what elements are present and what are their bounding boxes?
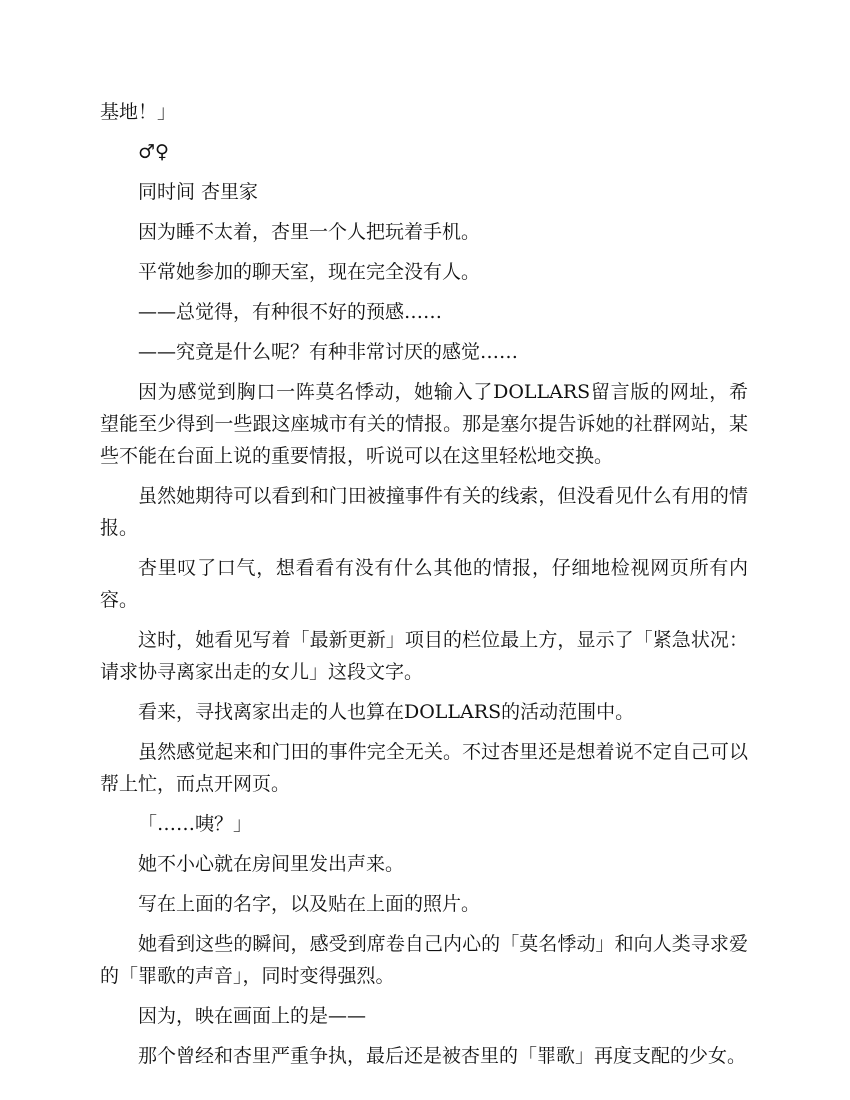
paragraph: 因为睡不太着，杏里一个人把玩着手机。 (138, 221, 481, 243)
paragraph: 因为，映在画面上的是—— (138, 1005, 367, 1027)
paragraph: ——总觉得，有种很不好的预感…… (138, 301, 443, 323)
paragraph: 写在上面的名字，以及贴在上面的照片。 (138, 893, 481, 915)
paragraph: 她看到这些的瞬间，感受到席卷自己内心的「莫名悸动」和向人类寻求爱的「罪歌的声音」，同时变得强烈。 (100, 933, 748, 987)
paragraph: 平常她参加的聊天室，现在完全没有人。 (138, 261, 481, 283)
paragraph: 这时，她看见写着「最新更新」项目的栏位最上方，显示了「紧急状况：请求协寻离家出走的女儿」这段文字。 (100, 629, 748, 683)
document-page (100, 96, 748, 1080)
paragraph-continuation: 基地！」 (100, 101, 177, 123)
paragraph: 那个曾经和杏里严重争执，最后还是被杏里的「罪歌」再度支配的少女。 (138, 1045, 747, 1067)
paragraph-dialogue: 「……咦？」 (138, 813, 253, 835)
paragraph: 虽然她期待可以看到和门田被撞事件有关的线索，但没看见什么有用的情报。 (100, 485, 748, 539)
paragraph: 她不小心就在房间里发出声来。 (138, 853, 405, 875)
paragraph: 杏里叹了口气，想看看有没有什么其他的情报，仔细地检视网页所有内容。 (100, 557, 748, 611)
paragraph: 虽然感觉起来和门田的事件完全无关。不过杏里还是想着说不定自己可以帮上忙，而点开网页。 (100, 741, 748, 795)
paragraph: ——究竟是什么呢？有种非常讨厌的感觉…… (138, 341, 519, 363)
paragraph: 看来，寻找离家出走的人也算在DOLLARS的活动范围中。 (138, 701, 635, 723)
scene-break-symbol: ♂♀ (138, 141, 169, 163)
paragraph: 因为感觉到胸口一阵莫名悸动，她输入了DOLLARS留言版的网址，希望能至少得到一些跟这座城市有关的情报。那是塞尔提告诉她的社群网站，某些不能在台面上说的重要情报，听说可以在这里轻松地交换。 (100, 381, 748, 467)
scene-heading: 同时间 杏里家 (138, 181, 259, 203)
